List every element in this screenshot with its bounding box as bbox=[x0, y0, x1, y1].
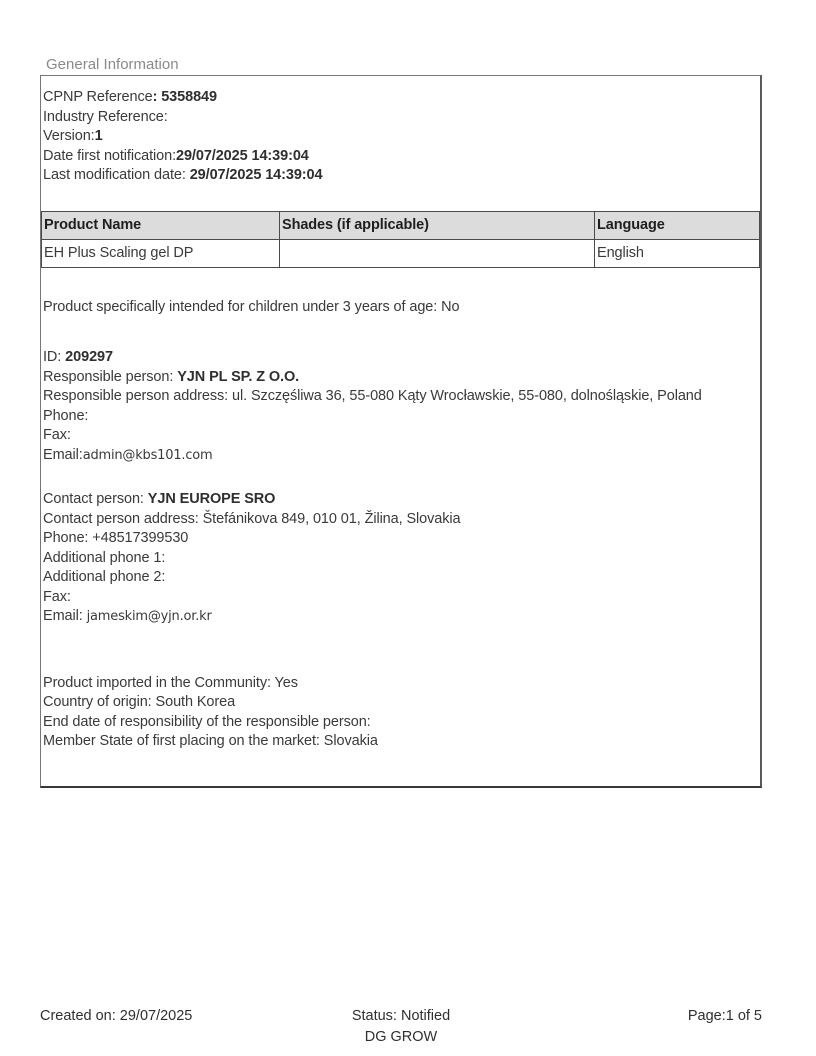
industry-reference-line bbox=[43, 108, 760, 128]
header-product-name: Product Name bbox=[42, 211, 280, 239]
responsible-person-block bbox=[41, 348, 760, 465]
responsible-person-line bbox=[43, 368, 760, 388]
version-label: Version: bbox=[43, 128, 95, 144]
product-table-row bbox=[42, 239, 760, 267]
responsible-phone: Phone: bbox=[43, 407, 89, 424]
date-first-notification-value: 29/07/2025 14:39:04 bbox=[176, 147, 309, 164]
date-first-notification-label: Date first notification: bbox=[43, 147, 176, 164]
footer-org: DG GROW bbox=[364, 1029, 438, 1045]
last-modification-label: Last modification date: bbox=[43, 167, 190, 183]
industry-reference-label: Industry Reference: bbox=[43, 108, 168, 125]
member-state-line: Member State of first placing on the market: Slovakia bbox=[43, 733, 378, 749]
header-shades: Shades (if applicable) bbox=[280, 211, 595, 239]
section-title: General Information bbox=[46, 56, 179, 73]
page-footer bbox=[40, 1006, 762, 1048]
id-value: 209297 bbox=[65, 349, 113, 365]
product-table bbox=[41, 211, 760, 268]
contact-additional-phone-1: Additional phone 1: bbox=[43, 549, 166, 566]
cpnp-reference-label: CPNP Reference bbox=[43, 89, 153, 105]
imported-line: Product imported in the Community: Yes bbox=[43, 674, 298, 691]
version-line bbox=[43, 127, 760, 147]
country-of-origin-line: Country of origin: South Korea bbox=[43, 694, 236, 710]
responsible-fax: Fax: bbox=[43, 427, 71, 443]
responsible-person-value: YJN PL SP. Z O.O. bbox=[177, 368, 300, 385]
date-first-notification-line bbox=[43, 147, 760, 167]
contact-person-label: Contact person: bbox=[43, 491, 148, 507]
contact-fax: Fax: bbox=[43, 588, 71, 605]
contact-additional-phone-2: Additional phone 2: bbox=[43, 569, 166, 585]
last-modification-line bbox=[43, 166, 760, 186]
id-line bbox=[43, 348, 760, 368]
contact-person-block bbox=[41, 490, 760, 627]
cpnp-reference-line bbox=[43, 88, 760, 108]
contact-person-value: YJN EUROPE SRO bbox=[147, 491, 276, 507]
contact-email-value: jameskim@yjn.or.kr bbox=[86, 609, 212, 624]
cell-language: English bbox=[595, 239, 760, 267]
responsible-person-address: Responsible person address: ul. Szczęśliwa 36, 55-080 Kąty Wrocławskie, 55-080, dolnośląskie, Poland bbox=[43, 388, 702, 404]
contact-email-line bbox=[43, 607, 760, 627]
contact-phone: Phone: +48517399530 bbox=[43, 530, 189, 546]
notification-info-block bbox=[41, 88, 760, 186]
responsible-email-line bbox=[43, 446, 760, 466]
footer-status: Status: Notified bbox=[351, 1008, 451, 1024]
import-info-block bbox=[41, 674, 760, 752]
contact-person-address: Contact person address: Štefánikova 849, 010 01, Žilina, Slovakia bbox=[43, 510, 461, 527]
header-language: Language bbox=[595, 211, 760, 239]
responsible-person-label: Responsible person: bbox=[43, 368, 178, 385]
responsible-email-label: Email: bbox=[43, 446, 83, 463]
end-date-line: End date of responsibility of the responsible person: bbox=[43, 713, 371, 730]
last-modification-value: 29/07/2025 14:39:04 bbox=[189, 167, 323, 183]
version-value: 1 bbox=[94, 128, 103, 144]
contact-email-label: Email: bbox=[43, 608, 87, 624]
cpnp-reference-value: : 5358849 bbox=[152, 89, 217, 105]
id-label: ID: bbox=[43, 349, 66, 365]
cell-shades bbox=[280, 239, 595, 267]
general-information-box bbox=[40, 75, 762, 788]
children-statement: Product specifically intended for children under 3 years of age: No bbox=[43, 298, 460, 315]
footer-status-block bbox=[250, 1006, 552, 1048]
footer-page-number: Page:1 of 5 bbox=[687, 1008, 762, 1024]
cell-product-name: EH Plus Scaling gel DP bbox=[42, 239, 280, 267]
product-table-header-row bbox=[42, 211, 760, 239]
contact-person-line bbox=[43, 490, 760, 510]
responsible-email-value: admin@kbs101.com bbox=[82, 447, 213, 463]
footer-created-on: Created on: 29/07/2025 bbox=[40, 1008, 193, 1024]
